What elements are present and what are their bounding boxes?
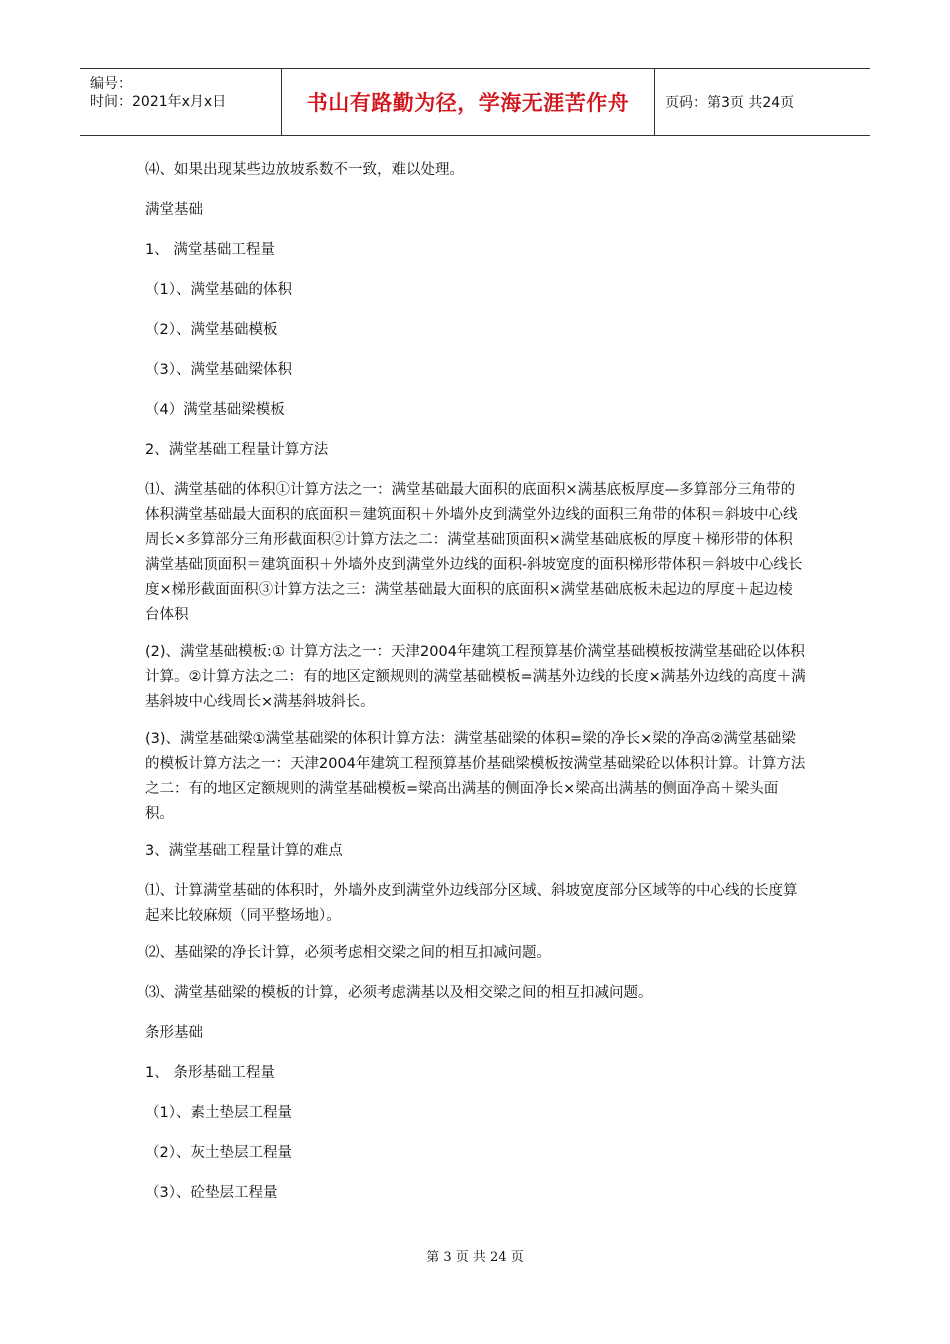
list-item: （1）、满堂基础的体积 bbox=[145, 282, 292, 298]
subsection-heading: 1、 满堂基础工程量 bbox=[145, 242, 275, 258]
section-heading: 条形基础 bbox=[145, 1025, 203, 1041]
document-date-label: 时间：2021年x月x日 bbox=[90, 94, 227, 110]
paragraph: ⑴、满堂基础的体积①计算方法之一：满堂基础最大面积的底面积×满基底板厚度—多算部分三角带的体积满堂基础最大面积的底面积＝建筑面积＋外墙外皮到满堂外边线的面积三角带的体积＝斜坡中心线周长×多算部分三角形截面积②计算方法之二：满堂基础顶面积×满堂基础底板的厚度＋梯形带的体积满堂基础顶面积＝建筑面积＋外墙外皮到满堂外边线的面积-斜坡宽度的面积梯形带体积＝斜坡中心线长度×梯形截面面积③计算方法之三：满堂基础最大面积的底面积×满堂基础底板未起边的厚度＋起边棱台体积 bbox=[145, 482, 803, 623]
list-item: （3）、砼垫层工程量 bbox=[145, 1185, 278, 1201]
page-footer: 第 3 页 共 24 页 bbox=[426, 1250, 524, 1265]
header-page-label: 页码：第3页 共24页 bbox=[665, 95, 795, 111]
subsection-heading: 1、 条形基础工程量 bbox=[145, 1065, 275, 1081]
paragraph: ⑶、满堂基础梁的模板的计算，必须考虑满基以及相交梁之间的相互扣减问题。 bbox=[145, 985, 653, 1001]
header-motto-cell bbox=[282, 69, 655, 135]
section-heading: 满堂基础 bbox=[145, 202, 203, 218]
list-item: （2）、满堂基础模板 bbox=[145, 322, 278, 338]
list-item: （1）、素土垫层工程量 bbox=[145, 1105, 292, 1121]
paragraph: (3)、满堂基础梁①满堂基础梁的体积计算方法：满堂基础梁的体积=梁的净长×梁的净高②满堂基础梁的模板计算方法之一：天津2004年建筑工程预算基价基础梁模板按满堂基础梁砼以体积计算。计算方法之二：有的地区定额规则的满堂基础模板=梁高出满基的侧面净长×梁高出满基的侧面净高＋梁头面积。 bbox=[145, 731, 806, 822]
paragraph: ⑴、计算满堂基础的体积时，外墙外皮到满堂外边线部分区域、斜坡宽度部分区域等的中心线的长度算起来比较麻烦（同平整场地）。 bbox=[145, 883, 798, 924]
header-meta-cell bbox=[80, 69, 282, 135]
document-number-label: 编号： bbox=[90, 76, 132, 92]
page-header bbox=[80, 68, 870, 136]
paragraph: ⑷、如果出现某些边放坡系数不一致，难以处理。 bbox=[145, 162, 464, 178]
subsection-heading: 3、满堂基础工程量计算的难点 bbox=[145, 843, 343, 859]
paragraph: (2)、满堂基础模板:① 计算方法之一：天津2004年建筑工程预算基价满堂基础模板按满堂基础砼以体积计算。②计算方法之二：有的地区定额规则的满堂基础模板=满基外边线的长度×满基外边线的高度＋满基斜坡中心线周长×满基斜坡斜长。 bbox=[145, 644, 806, 710]
list-item: （4）满堂基础梁模板 bbox=[145, 402, 285, 418]
header-motto: 书山有路勤为径，学海无涯苦作舟 bbox=[306, 91, 630, 115]
subsection-heading: 2、满堂基础工程量计算方法 bbox=[145, 442, 329, 458]
list-item: （3）、满堂基础梁体积 bbox=[145, 362, 292, 378]
header-page-cell bbox=[655, 69, 870, 135]
paragraph: ⑵、基础梁的净长计算，必须考虑相交梁之间的相互扣减问题。 bbox=[145, 945, 551, 961]
list-item: （2）、灰土垫层工程量 bbox=[145, 1145, 292, 1161]
document-body bbox=[145, 158, 807, 1221]
